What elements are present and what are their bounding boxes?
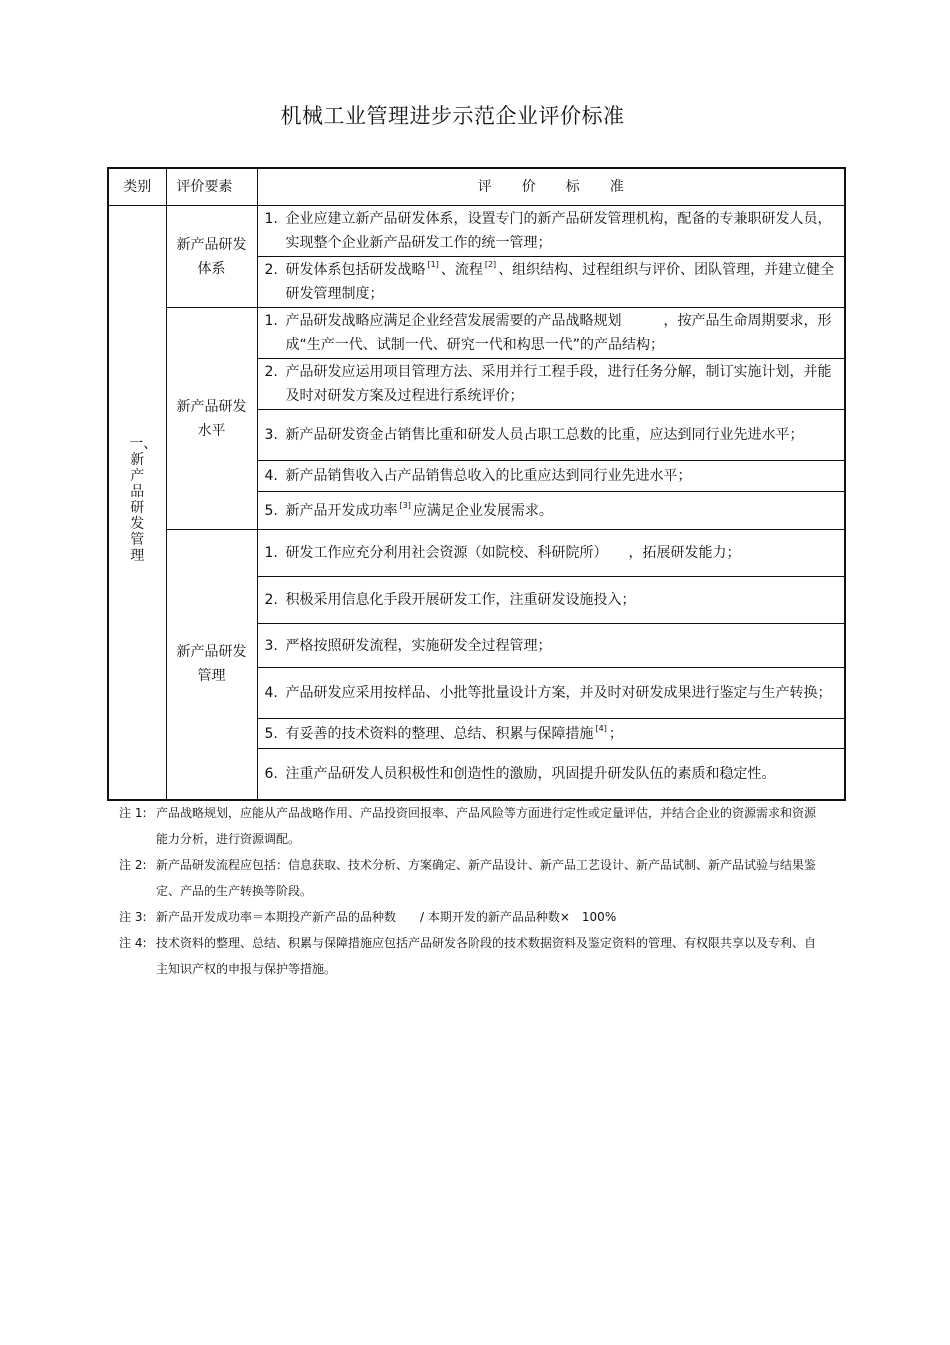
criterion-number: 1.	[264, 313, 278, 329]
footnote-label: 注 1:	[119, 806, 147, 820]
table-row	[108, 206, 845, 257]
criterion-text: 注重产品研发人员积极性和创造性的激励，巩固提升研发队伍的素质和稳定性。	[285, 765, 776, 782]
footnote-text: 新产品开发成功率＝本期投产新产品的品种数 / 本期开发的新产品品种数× 100%	[156, 910, 617, 924]
criterion-cell	[257, 749, 845, 800]
element-cell: 新产品研发体系	[166, 206, 257, 308]
footnote-label: 注 3:	[119, 910, 147, 924]
criterion-text: 产品研发战略应满足企业经营发展需要的产品战略规划 ，按产品生命周期要求，形成“生产一代、试制一代、研究一代和构思一代”的产品结构；	[285, 313, 832, 353]
evaluation-table	[107, 167, 846, 801]
criterion-number: 3.	[264, 637, 278, 654]
criterion-text: 研发体系包括研发战略 [1] 、流程 [2] 、组织结构、过程组织与评价、团队管理，并建立健全研发管理制度；	[285, 260, 835, 302]
footnote-ref: [2]	[484, 260, 497, 269]
criterion-number: 6.	[264, 765, 278, 782]
criterion-cell	[257, 461, 845, 492]
element-cell: 新产品研发水平	[166, 308, 257, 530]
criterion-cell	[257, 577, 845, 624]
criterion-number: 1.	[264, 211, 278, 227]
criterion-cell	[257, 624, 845, 668]
footnote-text: 新产品研发流程应包括：信息获取、技术分析、方案确定、新产品设计、新产品工艺设计、新产品试制、新产品试验与结果鉴定、产品的生产转换等阶段。	[156, 858, 817, 898]
footnote-label: 注 2:	[119, 858, 147, 872]
category-label: 一、新产品研发管理	[129, 436, 158, 565]
header-element: 评价要素	[166, 168, 257, 206]
criterion-cell	[257, 206, 845, 257]
criterion-number: 4.	[264, 468, 278, 484]
footnote-label: 注 4:	[119, 936, 147, 950]
footnote	[119, 930, 819, 982]
criterion-number: 2.	[264, 364, 278, 380]
table-header-row	[108, 168, 845, 206]
criterion-number: 5.	[264, 725, 278, 742]
criterion-text: 产品研发应采用按样品、小批等批量设计方案，并及时对研发成果进行鉴定与生产转换；	[285, 685, 832, 701]
footnote-ref: [1]	[427, 260, 439, 269]
criterion-number: 1.	[264, 545, 278, 561]
header-category: 类别	[108, 168, 166, 206]
criterion-cell	[257, 410, 845, 461]
header-standard: 评价标准	[257, 168, 845, 206]
criterion-cell	[257, 308, 845, 359]
criterion-text: 产品研发应运用项目管理方法、采用并行工程手段，进行任务分解，制订实施计划，并能及时对研发方案及过程进行系统评价；	[285, 364, 832, 404]
criterion-text: 严格按照研发流程，实施研发全过程管理；	[285, 637, 552, 654]
footnotes	[119, 800, 819, 982]
footnote	[119, 852, 819, 904]
category-cell	[108, 206, 166, 800]
criterion-cell	[257, 668, 845, 719]
criterion-text: 企业应建立新产品研发体系，设置专门的新产品研发管理机构，配备的专兼职研发人员，实现整个企业新产品研发工作的统一管理；	[285, 211, 832, 251]
footnote-text: 产品战略规划，应能从产品战略作用、产品投资回报率、产品风险等方面进行定性或定量评估，并结合企业的资源需求和资源能力分析，进行资源调配。	[156, 806, 817, 846]
criterion-text: 研发工作应充分利用社会资源（如院校、科研院所） ，拓展研发能力；	[285, 545, 741, 561]
criterion-number: 2.	[264, 592, 278, 608]
criterion-number: 4.	[264, 685, 278, 701]
criterion-number: 2.	[264, 262, 278, 278]
table-row	[108, 530, 845, 577]
criterion-text: 有妥善的技术资料的整理、总结、积累与保障措施 [4] ；	[285, 723, 623, 742]
criterion-cell	[257, 492, 845, 530]
element-cell: 新产品研发管理	[166, 530, 257, 800]
criterion-text: 新产品销售收入占产品销售总收入的比重应达到同行业先进水平；	[285, 468, 692, 484]
criterion-cell	[257, 719, 845, 749]
criterion-text: 新产品开发成功率 [3] 应满足企业发展需求。	[285, 500, 553, 519]
criterion-cell	[257, 530, 845, 577]
footnote	[119, 800, 819, 852]
criterion-text: 积极采用信息化手段开展研发工作，注重研发设施投入；	[285, 592, 636, 608]
footnote-text: 技术资料的整理、总结、积累与保障措施应包括产品研发各阶段的技术数据资料及鉴定资料的管理、有权限共享以及专利、自主知识产权的申报与保护等措施。	[156, 936, 817, 976]
criterion-number: 5.	[264, 502, 278, 519]
footnote-ref: [4]	[595, 723, 607, 733]
page-title: 机械工业管理进步示范企业评价标准	[280, 104, 625, 128]
footnote	[119, 904, 819, 930]
footnote-ref: [3]	[399, 500, 411, 510]
criterion-cell	[257, 359, 845, 410]
criterion-cell	[257, 257, 845, 308]
table-row	[108, 308, 845, 359]
criterion-number: 3.	[264, 427, 278, 443]
criterion-text: 新产品研发资金占销售比重和研发人员占职工总数的比重，应达到同行业先进水平；	[285, 427, 804, 443]
